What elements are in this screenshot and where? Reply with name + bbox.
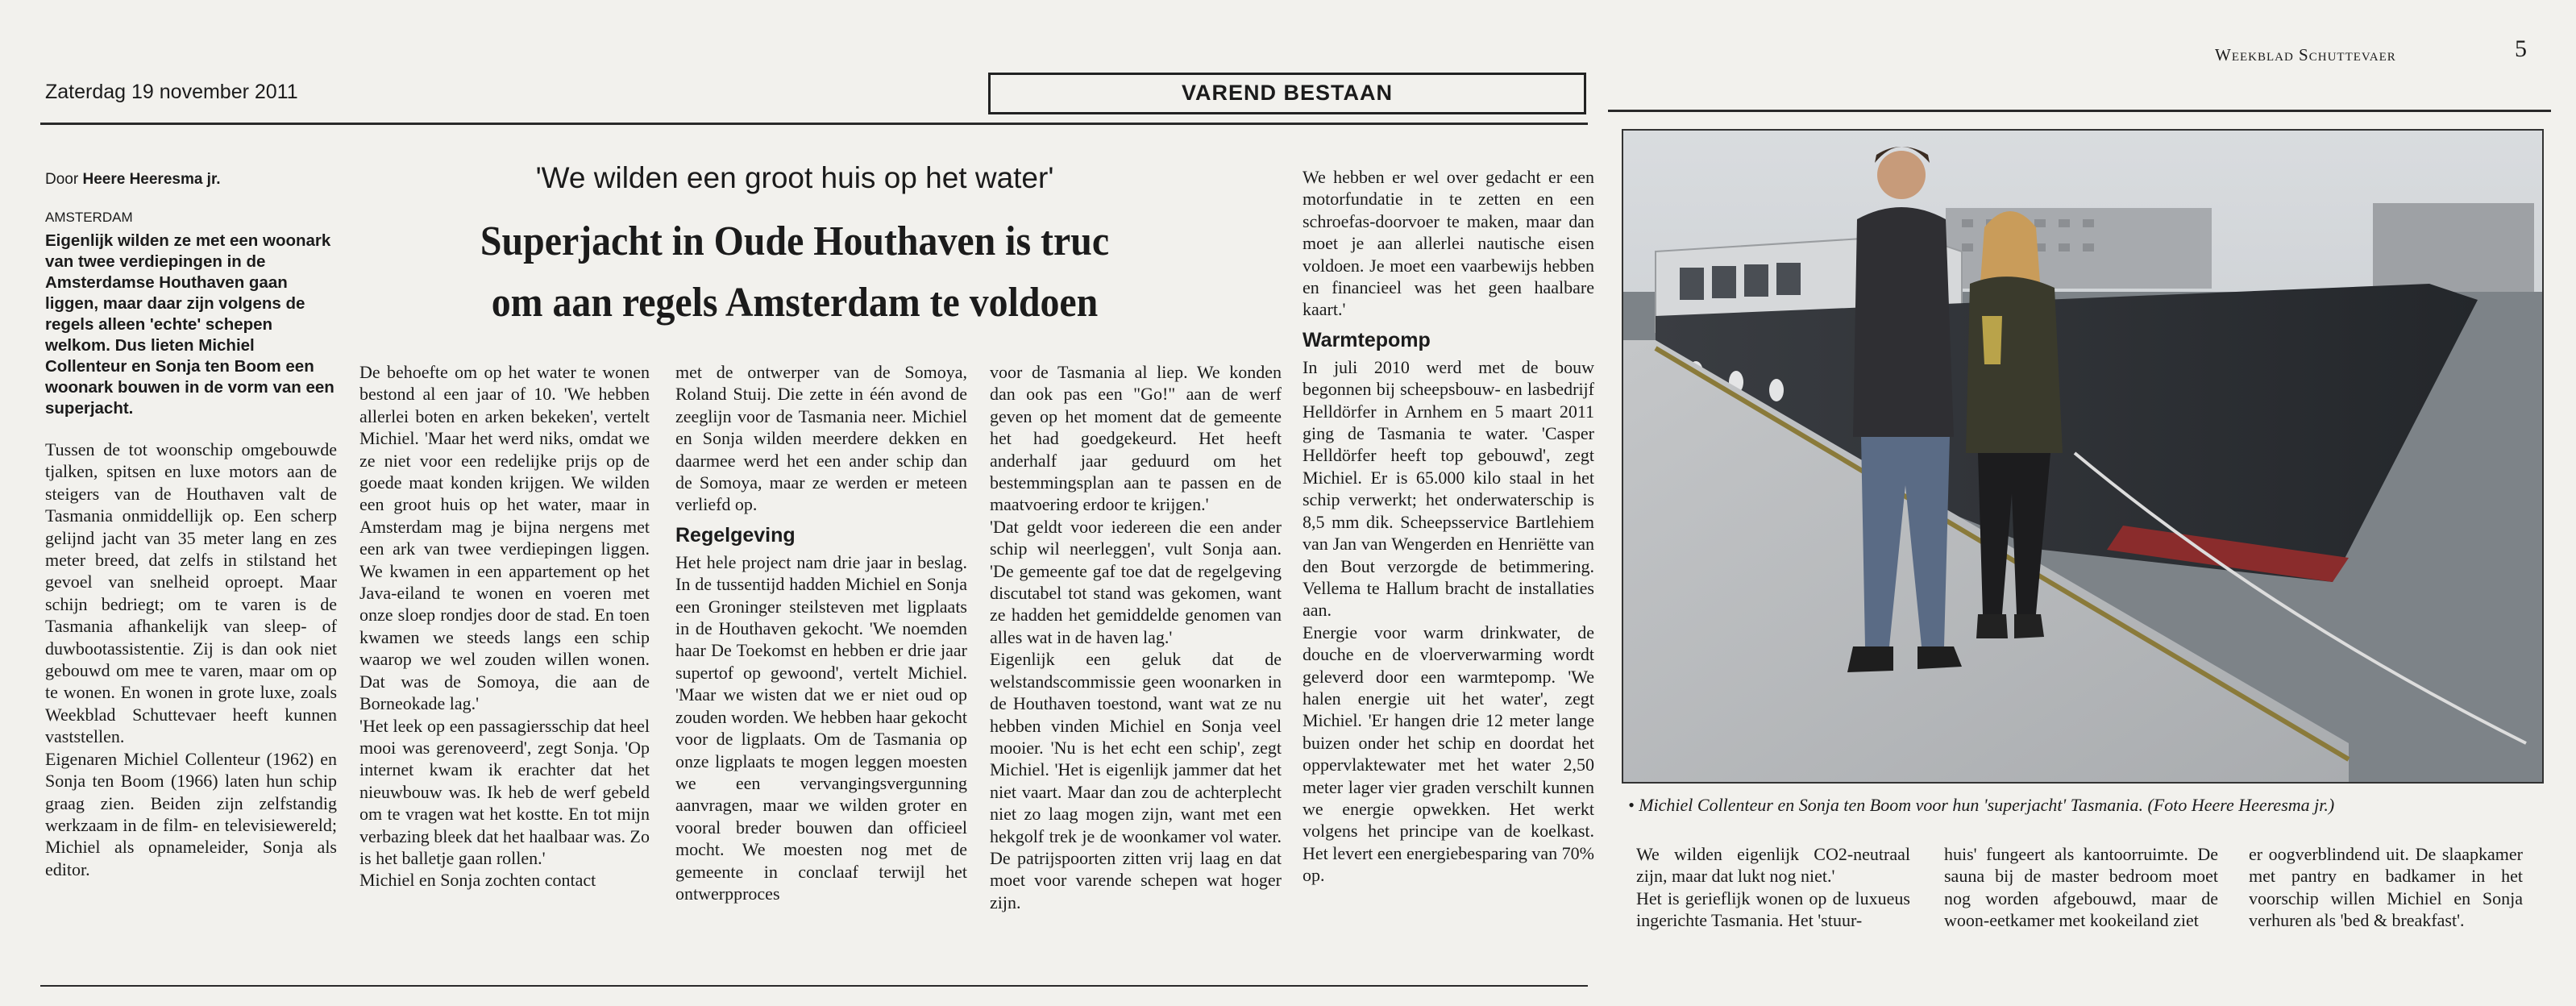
photo-caption: • Michiel Collenteur en Sonja ten Boom voor hun 'superjacht' Tasmania. (Foto Heere Heeresma jr.) — [1628, 795, 2335, 815]
photo-tasmania — [1622, 129, 2544, 784]
column-4 — [990, 361, 1282, 913]
dateline: AMSTERDAM — [45, 210, 133, 225]
paragraph: Eigenaren Michiel Collenteur (1962) en Sonja ten Boom (1966) laten hun schip graag zien. Beiden zijn zelfstandig werkzaam in de film- en televisiewereld; Michiel als opnameleider, Sonja als editor. — [45, 748, 337, 879]
section-banner — [988, 73, 1586, 114]
issue-date: Zaterdag 19 november 2011 — [45, 81, 298, 103]
paragraph: Energie voor warm drinkwater, de douche en de vloerverwarming wordt geleverd door een warmtepomp. 'We halen energie uit het water', zegt Michiel. 'Er hangen drie 12 meter lange buizen onder het schip en doordat het oppervlaktewater met het water 2,50 meter lager vier graden verschilt kunnen we energie opwekken. Het werkt volgens het principe van de koelkast. Het levert een energiebesparing van 70% op. — [1303, 621, 1594, 886]
paragraph: We hebben er wel over gedacht er een motorfundatie in te zetten en een schroefas-doorvoer te maken, maar dan moet je aan allerlei nautische eisen voldoen. Je moet een vaarbewijs hebben en financieel was het geen haalbare kaart.' — [1303, 167, 1594, 320]
paragraph: De behoefte om op het water te wonen bestond al een jaar of 10. 'We hebben allerlei boten en arken bekeken', vertelt Michiel. 'Maar het werd niks, omdat we ze niet voor een redelijke prijs op de goede maat konden krijgen. We wilden een groot huis op het water, maar in Amsterdam mag je bijna nergens met een ark van twee verdiepingen liggen. We kwamen in een appartement op het Java-eiland te wonen en voeren met onze sloep rondjes door de stad. En toen kwamen we steeds langs een schip waarop we wel zouden willen wonen. Dat was de Somoya, die aan de Borneokade lag.' — [359, 362, 650, 714]
column-5 — [1303, 166, 1594, 887]
headline-line-1: Superjacht in Oude Houthaven is truc — [480, 218, 1110, 264]
kicker: 'We wilden een groot huis op het water' — [535, 161, 1054, 194]
paragraph: Eigenlijk een geluk dat de welstandscommissie geen woonarken in de Houthaven toestond, want wat ze nu hebben vinden Michiel en Sonja veel mooier. 'Nu is het echt een schip', zegt Michiel. 'Het is eigenlijk jammer dat het niet vaart. Maar dan zou de achterplecht niet zo laag mogen zijn, want met een hekgolf trek je de woonkamer vol water. De patrijspoorten zitten vrij laag en dat moet voor varende schepen wat hoger zijn. — [990, 649, 1282, 912]
column-8 — [2249, 843, 2523, 932]
byline: Door Heere Heeresma jr. — [45, 171, 221, 188]
page-number: 5 — [2515, 35, 2527, 62]
headline — [401, 211, 1187, 334]
subheading-warmtepomp: Warmtepomp — [1303, 328, 1431, 351]
paragraph: In juli 2010 werd met de bouw begonnen bij scheepsbouw- en lasbedrijf Helldörfer in Arnhem en 5 maart 2011 ging de Tasmania te water. 'Casper Helldörfer heeft top gebouwd', zegt Michiel. Er is 65.000 kilo staal in het schip verwerkt; het onderwaterschip is 8,5 mm dik. Scheepsservice Bartlehiem van Jan van Wengerden en Henriëtte van den Bout verzorgde de betimmering. Vellema te Hallum bracht de installaties aan. — [1303, 356, 1594, 621]
paragraph: er oogverblindend uit. De slaapkamer met pantry en badkamer in het voorschip willen Michiel en Sonja verhuren als 'bed & breakfast'. — [2249, 844, 2523, 931]
column-6 — [1636, 843, 1910, 932]
section-title: VAREND BESTAAN — [1181, 81, 1393, 105]
paragraph: Het hele project nam drie jaar in beslag. In de tussentijd hadden Michiel en Sonja een Groninger steilsteven met ligplaats in de Houthaven gekocht. 'We noemden haar De Toekomst en hebben er drie jaar supertof op gewoond', vertelt Michiel. 'Maar we wisten dat we er niet oud op zouden worden. We hebben haar gekocht voor de ligplaats. Om de Tasmania op onze ligplaats te mogen leggen moesten we een vervangingsvergunning aanvragen, maar we wilden groter en vooral breder bouwen dan officieel mocht. We moesten nog met de gemeente in conclaaf terwijl het ontwerpproces — [675, 551, 967, 904]
paragraph: met de ontwerper van de Somoya, Roland Stuij. Die zette in één avond de zeeglijn voor de Tasmania neer. Michiel en Sonja wilden meerdere dekken en daarmee werd het een ander schip dan de Somoya, maar ze werden er meteen verliefd op. — [675, 362, 967, 515]
column-2 — [359, 361, 650, 892]
paragraph: Michiel en Sonja zochten contact — [359, 870, 596, 891]
paragraph: 'Dat geldt voor iedereen die een ander schip wil neerleggen', vult Sonja aan. 'De gemeente gaf toe dat de regelgeving discutabel tot stand was gekomen, want ze hadden het gemiddelde genomen van alles wat in de haven lag.' — [990, 516, 1282, 647]
header-rule-right — [1608, 110, 2551, 112]
footer-rule — [40, 985, 1588, 987]
photo-illustration — [1623, 131, 2542, 782]
paragraph: Het is gerieflijk wonen op de luxueus ingerichte Tasmania. Het 'stuur- — [1636, 888, 1910, 931]
paragraph: We wilden eigenlijk CO2-neutraal zijn, maar dat lukt nog niet.' — [1636, 844, 1910, 887]
publication-name: Weekblad Schuttevaer — [2215, 45, 2396, 64]
paragraph: huis' fungeert als kantoorruimte. De sauna bij de master bedroom moet nog worden afgebouwd, maar de woon-eetkamer met kookeiland ziet — [1944, 844, 2218, 931]
subheading-regelgeving: Regelgeving — [675, 523, 796, 547]
paragraph: 'Het leek op een passagiersschip dat heel mooi was gerenoveerd', zegt Sonja. 'Op internet kwam ik erachter dat het nieuwbouw was. Ik heb de werf gebeld om te vragen wat het kostte. En tot mijn verbazing bleek dat het haalbaar was. Zo is het balletje gaan rollen.' — [359, 715, 650, 868]
column-3 — [675, 361, 967, 904]
paragraph: Tussen de tot woonschip omgebouwde tjalken, spitsen en luxe motors aan de steigers van de Houthaven valt de Tasmania onmiddellijk op. Een scherp gelijnd jacht van 35 meter lang en zes meter breed, dat zelfs in stilstand het gevoel van snelheid oproept. Maar schijn bedriegt; om te varen is de Tasmania afhankelijk van sleep- of duwbootassistentie. Zij is dan ook niet gebouwd om mee te varen, maar om op te wonen. En wonen in grote luxe, zoals Weekblad Schuttevaer heeft kunnen vaststellen. — [45, 439, 337, 747]
column-1 — [45, 439, 337, 880]
article-lead: Eigenlijk wilden ze met een woonark van twee verdiepingen in de Amsterdamse Houthaven gaan liggen, maar daar zijn volgens de regels alleen 'echte' schepen welkom. Dus lieten Michiel Collenteur en Sonja ten Boom een woonark bouwen in de vorm van een superjacht. — [45, 231, 334, 418]
headline-line-2: om aan regels Amsterdam te voldoen — [491, 280, 1099, 326]
header-rule-left — [40, 123, 1588, 125]
column-7 — [1944, 843, 2218, 932]
paragraph: voor de Tasmania al liep. We konden dan ook pas een "Go!" aan de werf geven op het moment dat de gemeente het had goedgekeurd. Het heeft anderhalf jaar geduurd om het bestemmingsplan aan te passen en de maatvoering erdoor te krijgen.' — [990, 362, 1282, 515]
